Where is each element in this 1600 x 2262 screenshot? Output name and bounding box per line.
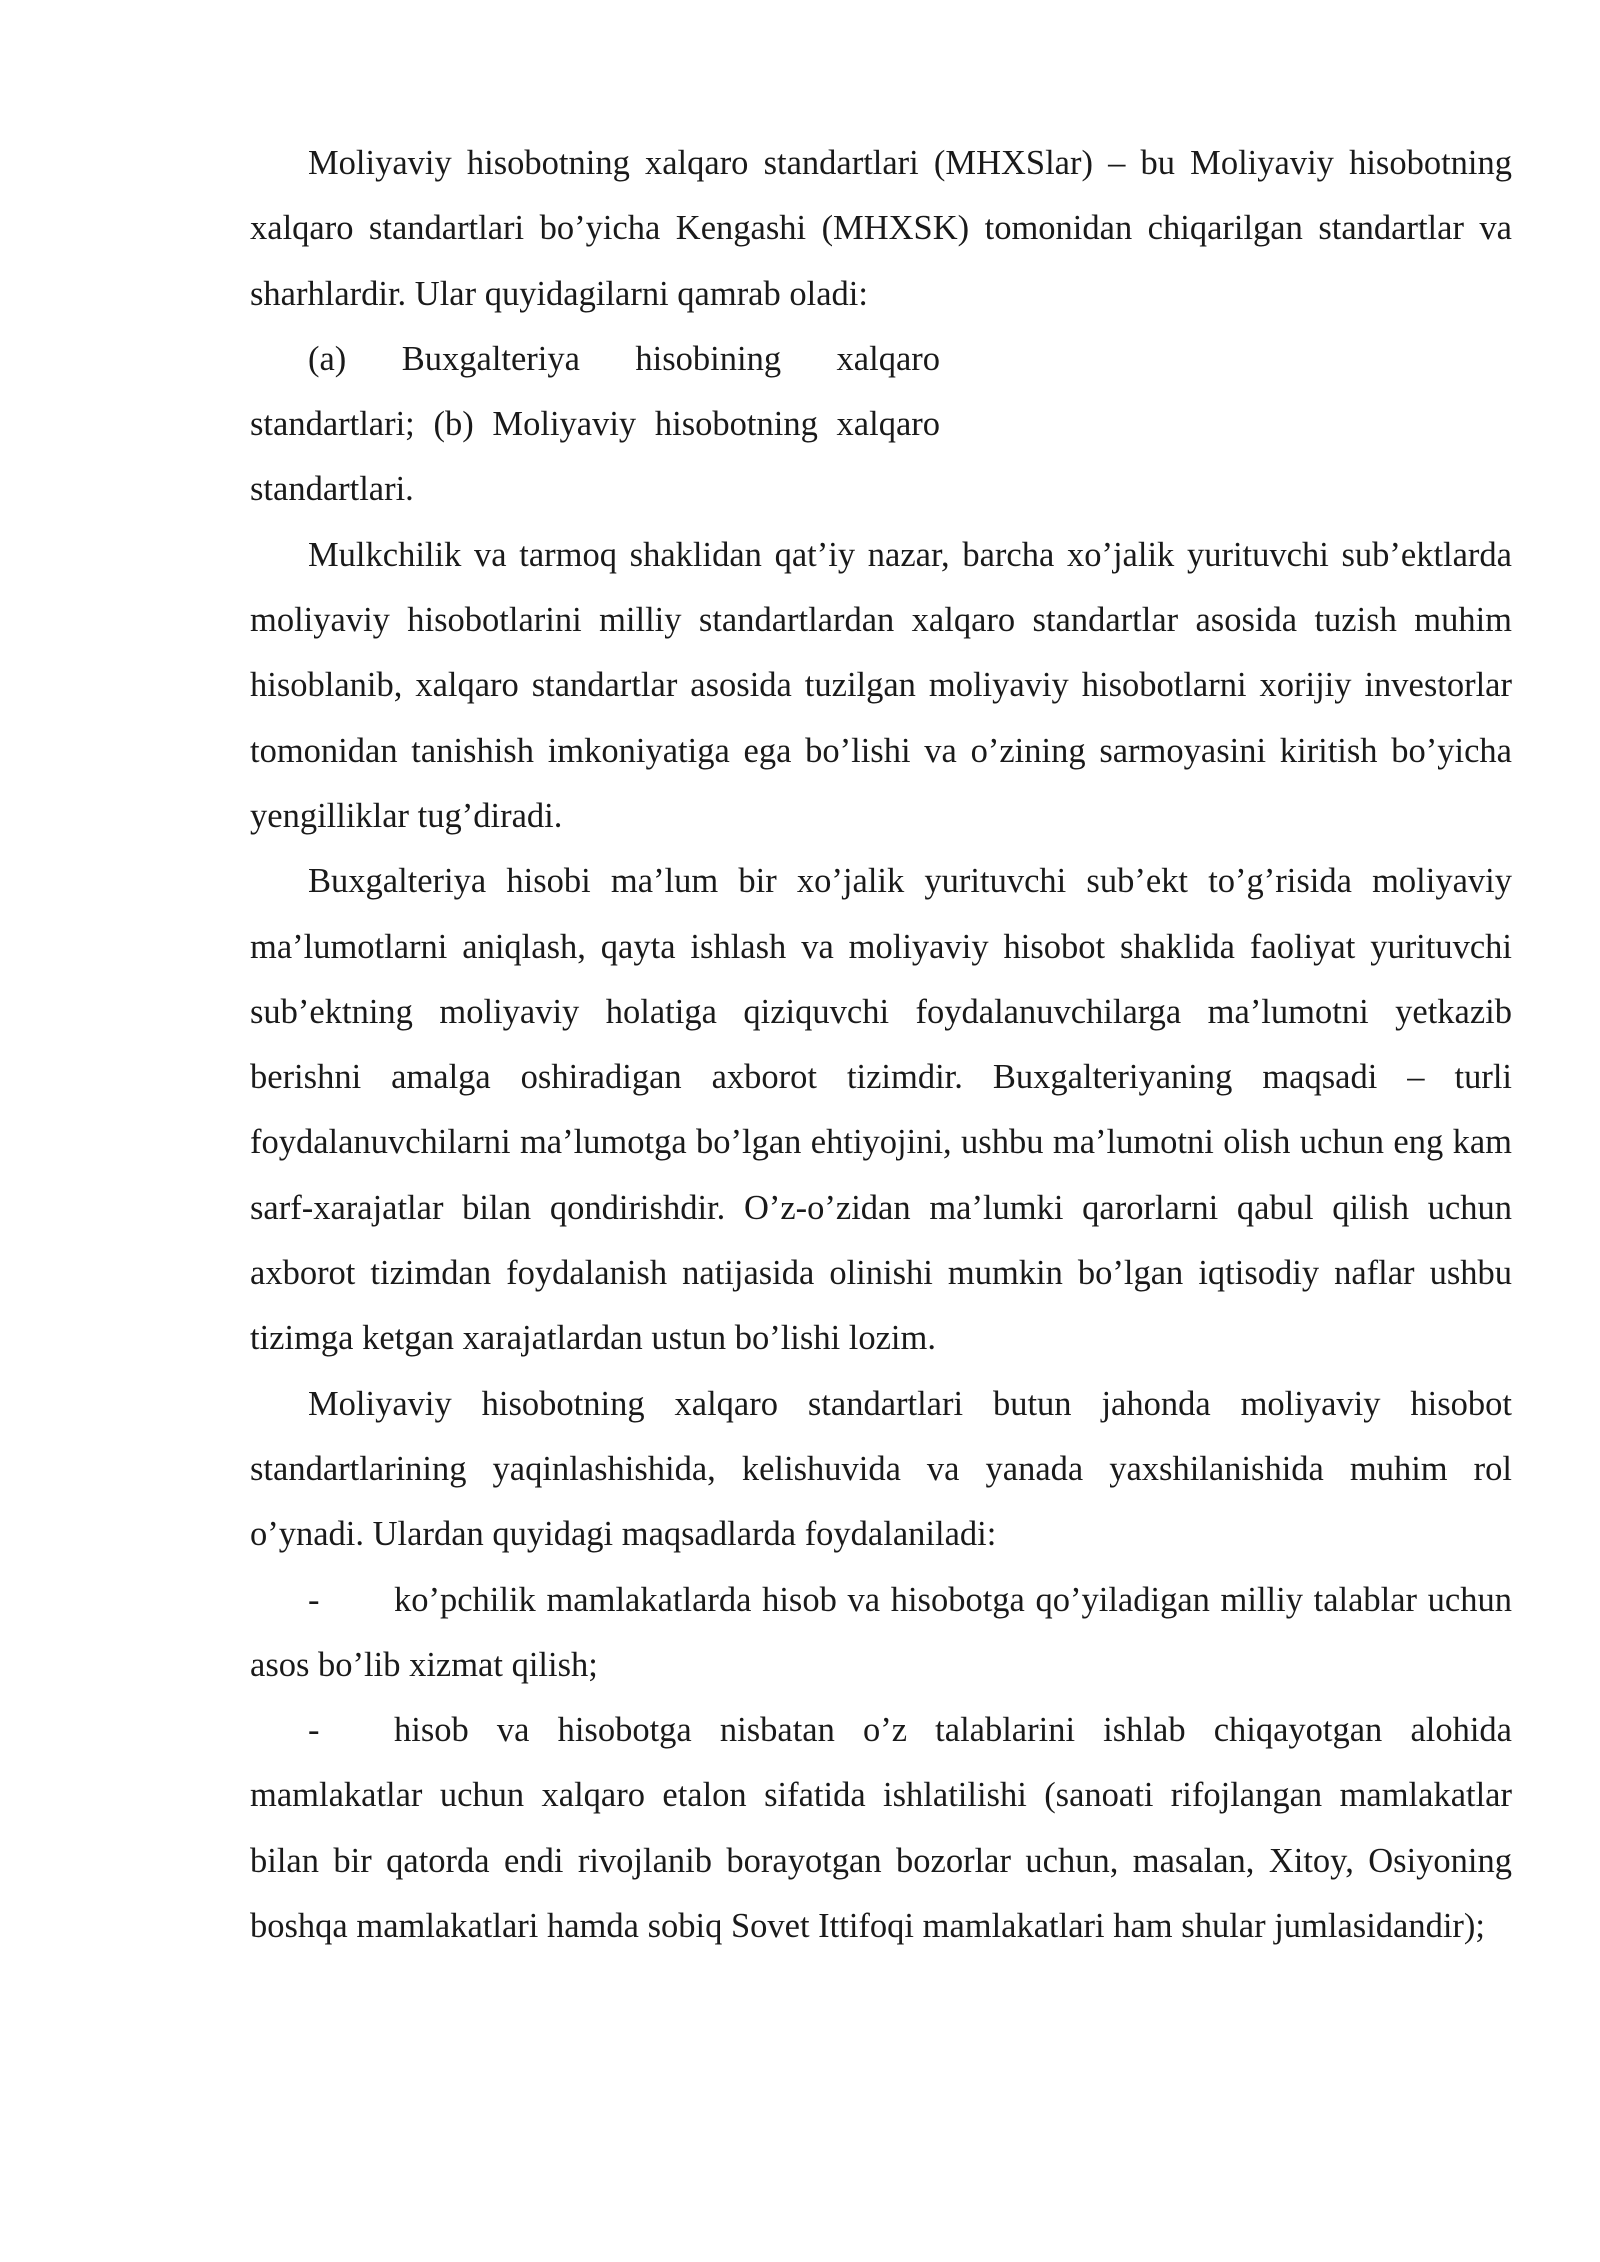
list-item <box>250 1568 1512 1699</box>
paragraph-mhxs-definition: Moliyaviy hisobotning xalqaro standartlari (MHXSlar) – bu Moliyaviy hisobotning xalqaro standartlari bo’yicha Kengashi (MHXSK) tomonidan chiqarilgan standartlar va sharhlardir. Ular quyidagilarni qamrab oladi: <box>250 144 1512 313</box>
dash-marker: - <box>308 1711 320 1750</box>
paragraph-global-role: Moliyaviy hisobotning xalqaro standartlari butun jahonda moliyaviy hisobot standartlarining yaqinlashishida, kelishuvida va yanada yaxshilanishida muhim rol o’ynadi. Ulardan quyidagi maqsadlarda foydalaniladi: <box>250 1384 1512 1554</box>
dash-marker: - <box>308 1580 320 1619</box>
paragraph-ownership: Mulkchilik va tarmoq shaklidan qat’iy nazar, barcha xo’jalik yurituvchi sub’ektlarda moliyaviy hisobotlarini milliy standartlardan xalqaro standartlar asosida tuzish muhim hisoblanib, xalqaro standartlar asosida tuzilgan moliyaviy hisobotlarni xorijiy investorlar tomonidan tanishish imkoniyatiga ega bo’lishi va o’zining sarmoyasini kiritish bo’yicha yengilliklar tug’diradi. <box>250 535 1512 835</box>
paragraph-accounting-definition: Buxgalteriya hisobi ma’lum bir xo’jalik yurituvchi sub’ekt to’g’risida moliyaviy ma’lumotlarni aniqlash, qayta ishlash va moliyaviy hisobot shaklida faoliyat yurituvchi sub’ektning moliyaviy holatiga qiziquvchi foydalanuvchilarga ma’lumotni yetkazib berishni amalga oshiradigan axborot tizimdir. Buxgalteriyaning maqsadi – turli foydalanuvchilarni ma’lumotga bo’lgan ehtiyojini, ushbu ma’lumotni olish uchun eng kam sarf-xarajatlar bilan qondirishdir. O’z-o’zidan ma’lumki qarorlarni qabul qilish uchun axborot tizimdan foydalanish natijasida olinishi mumkin bo’lgan iqtisodiy naflar ushbu tizimga ketgan xarajatlardan ustun bo’lishi lozim. <box>250 862 1512 1358</box>
paragraph-standards-list: (a) Buxgalteriya hisobining xalqaro standartlari; (b) Moliyaviy hisobotning xalqaro standartlari. <box>250 339 940 509</box>
document-body <box>250 131 1512 1959</box>
list-item <box>250 1698 1512 1959</box>
list-item-text: hisob va hisobotga nisbatan o’z talablarini ishlab chiqayotgan alohida mamlakatlar uchun xalqaro etalon sifatida ishlatilishi (sanoati rifojlangan mamlakatlar bilan bir qatorda endi rivojlanib borayotgan bozorlar uchun, masalan, Xitoy, Osiyoning boshqa mamlakatlari hamda sobiq Sovet Ittifoqi mamlakatlari ham shular jumlasidandir); <box>250 1711 1512 1946</box>
list-item-text: ko’pchilik mamlakatlarda hisob va hisobotga qo’yiladigan milliy talablar uchun asos bo’lib xizmat qilish; <box>250 1580 1512 1684</box>
